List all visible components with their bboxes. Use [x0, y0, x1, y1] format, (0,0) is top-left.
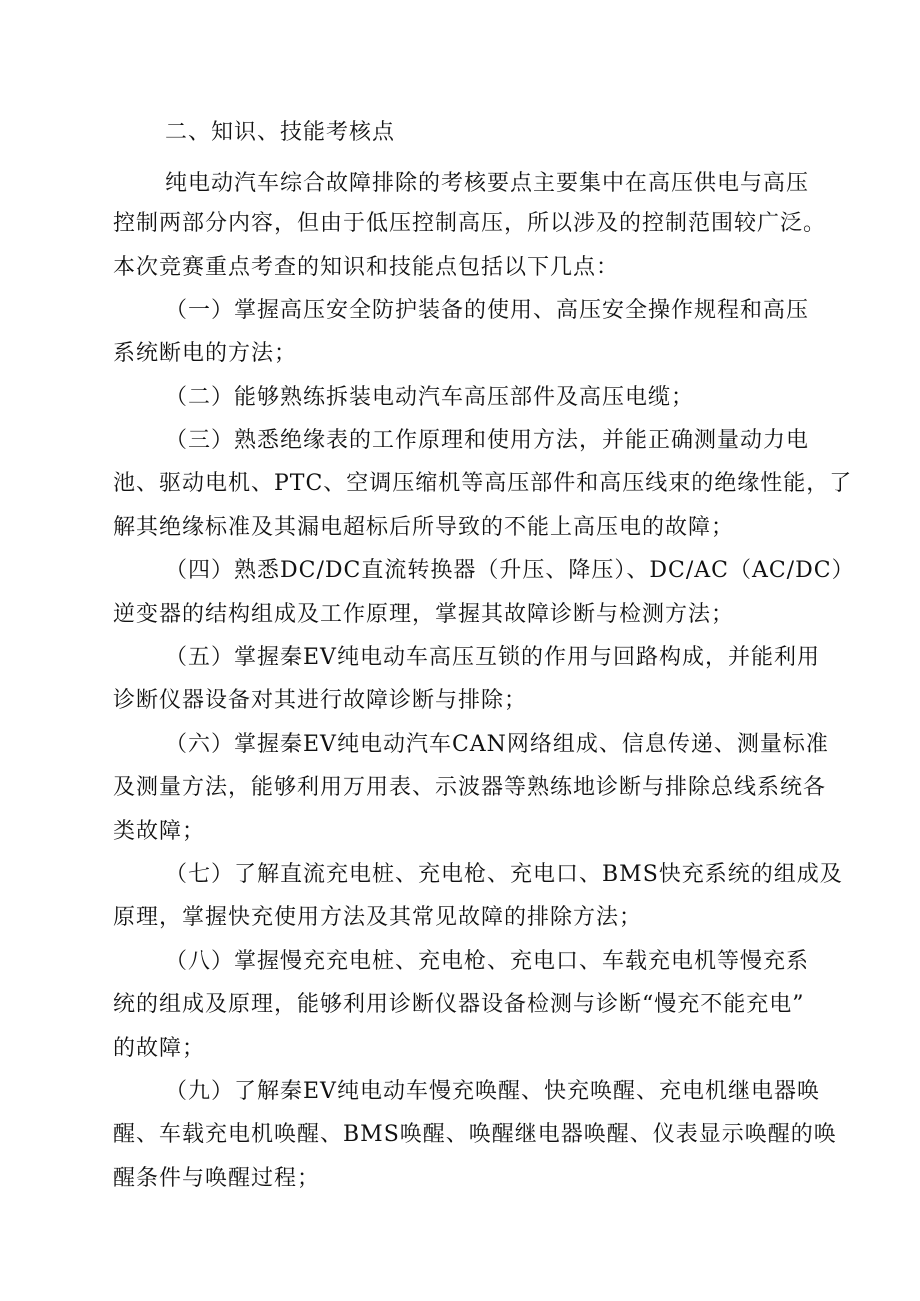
item-6-line: （六）掌握秦EV纯电动汽车CAN网络组成、信息传递、测量标准 [165, 732, 829, 757]
item-9-line: （九）了解秦EV纯电动车慢充唤醒、快充唤醒、充电机继电器唤 [165, 1079, 820, 1104]
intro-line: 本次竞赛重点考查的知识和技能点包括以下几点： [113, 255, 620, 280]
item-5-line: 诊断仪器设备对其进行故障诊断与排除； [113, 688, 528, 713]
item-3-line: （三）熟悉绝缘表的工作原理和使用方法，并能正确测量动力电 [165, 428, 810, 453]
item-8-line: 的故障； [113, 1036, 206, 1061]
item-5-line: （五）掌握秦EV纯电动车高压互锁的作用与回路构成，并能利用 [165, 645, 820, 670]
item-6-line: 类故障； [113, 819, 206, 844]
item-7-line: （七）了解直流充电桩、充电枪、充电口、BMS快充系统的组成及 [165, 862, 843, 887]
item-4-line: （四）熟悉DC/DC直流转换器（升压、降压）、DC/AC（AC/DC） [165, 558, 855, 583]
item-2-line: （二）能够熟练拆装电动汽车高压部件及高压电缆； [165, 385, 695, 410]
item-9-line: 醒、车载充电机唤醒、BMS唤醒、唤醒继电器唤醒、仪表显示唤醒的唤 [113, 1122, 837, 1147]
item-7-line: 原理，掌握快充使用方法及其常见故障的排除方法； [113, 905, 643, 930]
item-8-line: （八）掌握慢充充电桩、充电枪、充电口、车载充电机等慢充系 [165, 949, 810, 974]
item-9-line: 醒条件与唤醒过程； [113, 1166, 321, 1191]
item-1-line: 系统断电的方法； [113, 341, 298, 366]
item-1-line: （一）掌握高压安全防护装备的使用、高压安全操作规程和高压 [165, 298, 810, 323]
item-3-line: 解其绝缘标准及其漏电超标后所导致的不能上高压电的故障； [113, 515, 735, 540]
intro-line: 纯电动汽车综合故障排除的考核要点主要集中在高压供电与高压 [165, 171, 810, 196]
item-4-line: 逆变器的结构组成及工作原理，掌握其故障诊断与检测方法； [113, 602, 735, 627]
item-6-line: 及测量方法，能够利用万用表、示波器等熟练地诊断与排除总线系统各 [113, 775, 827, 800]
item-8-line: 统的组成及原理，能够利用诊断仪器设备检测与诊断“慢充不能充电” [113, 992, 805, 1017]
item-3-line: 池、驱动电机、PTC、空调压缩机等高压部件和高压线束的绝缘性能，了 [113, 471, 853, 496]
intro-line: 控制两部分内容，但由于低压控制高压，所以涉及的控制范围较广泛。 [113, 211, 827, 236]
section-heading: 二、知识、技能考核点 [165, 120, 396, 145]
